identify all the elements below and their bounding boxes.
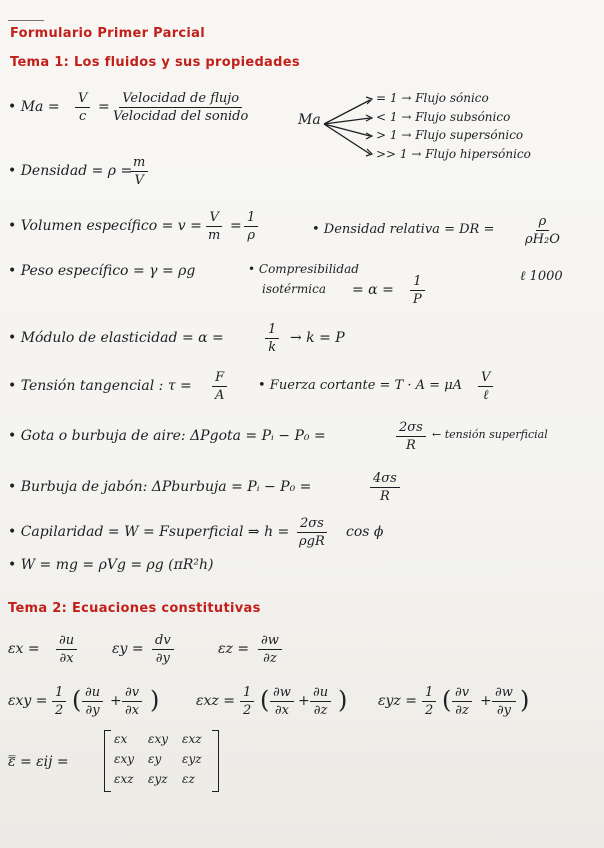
strain-xy-half-num: 1 — [52, 685, 66, 702]
density-fraction — [130, 155, 148, 188]
soap-bubble-lhs: • Burbuja de jabón: ΔPburbuja = Pᵢ − P₀ = — [8, 479, 312, 495]
strain-z-fraction — [258, 633, 282, 666]
elastic-modulus-den: k — [268, 340, 277, 355]
strain-xy-lhs: εxy = — [8, 693, 48, 709]
section-title-tema2: Tema 2: Ecuaciones constitutivas — [8, 601, 261, 616]
strain-xy-term-b — [122, 685, 142, 718]
weight-formula: • W = mg = ρVg = ρg (πR²h) — [8, 557, 214, 573]
specific-volume-n2: 1 — [244, 210, 258, 227]
strain-x-fraction — [56, 633, 77, 666]
compressibility-eq: = α = — [352, 282, 394, 298]
strain-x-den: ∂x — [59, 651, 74, 666]
strain-xy-half — [52, 685, 66, 718]
drop-pressure-num: 2σs — [396, 420, 426, 437]
strain-yz-term-b — [492, 685, 516, 718]
strain-yz-plus: + — [480, 693, 492, 709]
relative-density-fraction — [522, 214, 563, 247]
mach-branch-arrows — [322, 94, 374, 164]
matrix-left-bracket — [104, 730, 111, 792]
shear-stress-num: F — [212, 370, 227, 387]
capillarity-num: 2σs — [297, 516, 327, 533]
specific-volume-frac2 — [244, 210, 258, 243]
strain-xz-b-den: ∂z — [313, 703, 328, 718]
strain-xz-lparen: ( — [260, 686, 270, 714]
strain-xz-b-num: ∂u — [310, 685, 331, 702]
strain-y-den: ∂y — [155, 651, 170, 666]
specific-volume-eq: = — [230, 218, 242, 234]
elastic-modulus-lhs: • Módulo de elasticidad = α = — [8, 330, 224, 346]
mach-branch-sonic: = 1 → Flujo sónico — [376, 91, 489, 105]
strain-xz-half-num: 1 — [240, 685, 254, 702]
specific-volume-d2: ρ — [247, 228, 255, 243]
soap-bubble-fraction — [370, 471, 400, 504]
matrix-right-bracket — [212, 730, 219, 792]
mach-num: Velocidad de flujo — [119, 91, 242, 108]
strain-z-den: ∂z — [263, 651, 277, 666]
density-lhs: • Densidad = ρ = — [8, 163, 133, 179]
compressibility-line2: isotérmica — [262, 282, 326, 296]
relative-density-note: ℓ 1000 — [520, 269, 563, 284]
mach-equals: = — [98, 99, 110, 115]
section-title-tema1: Tema 1: Los fluidos y sus propiedades — [10, 55, 300, 70]
strain-yz-rparen: ) — [520, 686, 530, 714]
strain-xz-half-den: 2 — [243, 703, 252, 718]
capillarity-rest: cos ϕ — [346, 524, 384, 540]
strain-z-lhs: εz = — [218, 641, 250, 657]
relative-density-num: ρ — [536, 214, 550, 231]
strain-xz-lhs: εxz = — [196, 693, 235, 709]
mach-fraction-vc — [75, 91, 90, 124]
strain-yz-lhs: εyz = — [378, 693, 417, 709]
strain-xy-term-a — [82, 685, 103, 718]
strain-xy-rparen: ) — [150, 686, 160, 714]
compressibility-num: 1 — [410, 274, 424, 291]
page-title: Formulario Primer Parcial — [10, 26, 205, 41]
strain-xy-a-num: ∂u — [82, 685, 103, 702]
shear-stress-lhs: • Tensión tangencial : τ = — [8, 378, 192, 394]
matrix-cell: εy — [148, 752, 162, 766]
strain-z-num: ∂w — [258, 633, 282, 650]
matrix-cell: εx — [114, 732, 128, 746]
strain-xz-rparen: ) — [338, 686, 348, 714]
mach-c: c — [79, 109, 87, 124]
shear-force-den: ℓ — [482, 388, 489, 403]
mach-branch-subsonic: < 1 → Flujo subsónico — [376, 110, 511, 124]
compressibility-den: P — [413, 292, 422, 307]
mach-fraction-words — [110, 91, 251, 124]
elastic-modulus-num: 1 — [265, 322, 279, 339]
strain-yz-half-den: 2 — [425, 703, 434, 718]
shear-force-num: V — [478, 370, 493, 387]
strain-yz-b-num: ∂w — [492, 685, 516, 702]
strain-xz-a-den: ∂x — [274, 703, 289, 718]
strain-yz-half-num: 1 — [422, 685, 436, 702]
strain-xz-half — [240, 685, 254, 718]
strain-xy-plus: + — [110, 693, 122, 709]
shear-stress-fraction — [212, 370, 227, 403]
strain-xy-a-den: ∂y — [85, 703, 100, 718]
soap-bubble-den: R — [380, 489, 390, 504]
drop-pressure-fraction — [396, 420, 426, 453]
elastic-modulus-fraction — [265, 322, 279, 355]
matrix-cell: εyz — [182, 752, 202, 766]
matrix-cell: εxy — [114, 752, 134, 766]
capillarity-lhs: • Capilaridad = W = Fsuperficial ⇒ h = — [8, 524, 290, 540]
strain-yz-term-a — [452, 685, 472, 718]
relative-density-lhs: • Densidad relativa = DR = — [312, 222, 495, 237]
strain-x-num: ∂u — [56, 633, 77, 650]
strain-xz-a-num: ∂w — [270, 685, 294, 702]
shear-force-lhs: • Fuerza cortante = T · A = μA — [258, 378, 463, 393]
mach-branch-hypersonic: >> 1 → Flujo hipersónico — [376, 147, 531, 161]
mach-lhs: • Ma = — [8, 99, 60, 115]
shear-stress-den: A — [215, 388, 225, 403]
strain-yz-b-den: ∂y — [496, 703, 511, 718]
strain-y-num: dv — [152, 633, 174, 650]
relative-density-den: ρH₂O — [525, 232, 560, 247]
matrix-cell: εyz — [148, 772, 168, 786]
strain-xz-plus: + — [298, 693, 310, 709]
drop-pressure-lhs: • Gota o burbuja de aire: ΔPgota = Pᵢ − P₀ = — [8, 428, 326, 444]
shear-force-fraction — [478, 370, 493, 403]
strain-xz-term-b — [310, 685, 331, 718]
top-rule — [8, 20, 44, 21]
specific-volume-lhs: • Volumen específico = v = — [8, 218, 202, 234]
strain-yz-a-den: ∂z — [455, 703, 469, 718]
strain-tensor-lhs: ε̿ = εij = — [8, 754, 69, 770]
drop-pressure-den: R — [406, 438, 416, 453]
mach-v: V — [75, 91, 90, 108]
matrix-cell: εxz — [182, 732, 202, 746]
matrix-cell: εxz — [114, 772, 134, 786]
strain-yz-half — [422, 685, 436, 718]
capillarity-fraction — [296, 516, 328, 549]
matrix-cell: εz — [182, 772, 195, 786]
specific-volume-frac1 — [205, 210, 223, 243]
specific-volume-n1: V — [206, 210, 221, 227]
strain-x-lhs: εx = — [8, 641, 40, 657]
matrix-cell: εxy — [148, 732, 168, 746]
capillarity-den: ρgR — [299, 534, 325, 549]
mach-branch-label: Ma — [298, 112, 321, 128]
strain-xy-b-num: ∂v — [122, 685, 142, 702]
strain-xy-b-den: ∂x — [125, 703, 140, 718]
specific-weight: • Peso específico = γ = ρg — [8, 263, 196, 279]
strain-y-lhs: εy = — [112, 641, 144, 657]
strain-xz-term-a — [270, 685, 294, 718]
mach-branch-supersonic: > 1 → Flujo supersónico — [376, 128, 524, 142]
strain-xy-lparen: ( — [72, 686, 82, 714]
density-den: V — [134, 173, 144, 188]
density-num: m — [130, 155, 148, 172]
compressibility-line1: • Compresibilidad — [248, 262, 359, 276]
elastic-modulus-rest: → k = P — [290, 330, 345, 346]
strain-xy-half-den: 2 — [55, 703, 64, 718]
mach-den: Velocidad del sonido — [113, 109, 249, 124]
strain-yz-a-num: ∂v — [452, 685, 472, 702]
surface-tension-note: ← tensión superficial — [432, 428, 548, 441]
strain-y-fraction — [152, 633, 174, 666]
soap-bubble-num: 4σs — [370, 471, 400, 488]
specific-volume-d1: m — [208, 228, 221, 243]
strain-yz-lparen: ( — [442, 686, 452, 714]
compressibility-fraction — [410, 274, 425, 307]
